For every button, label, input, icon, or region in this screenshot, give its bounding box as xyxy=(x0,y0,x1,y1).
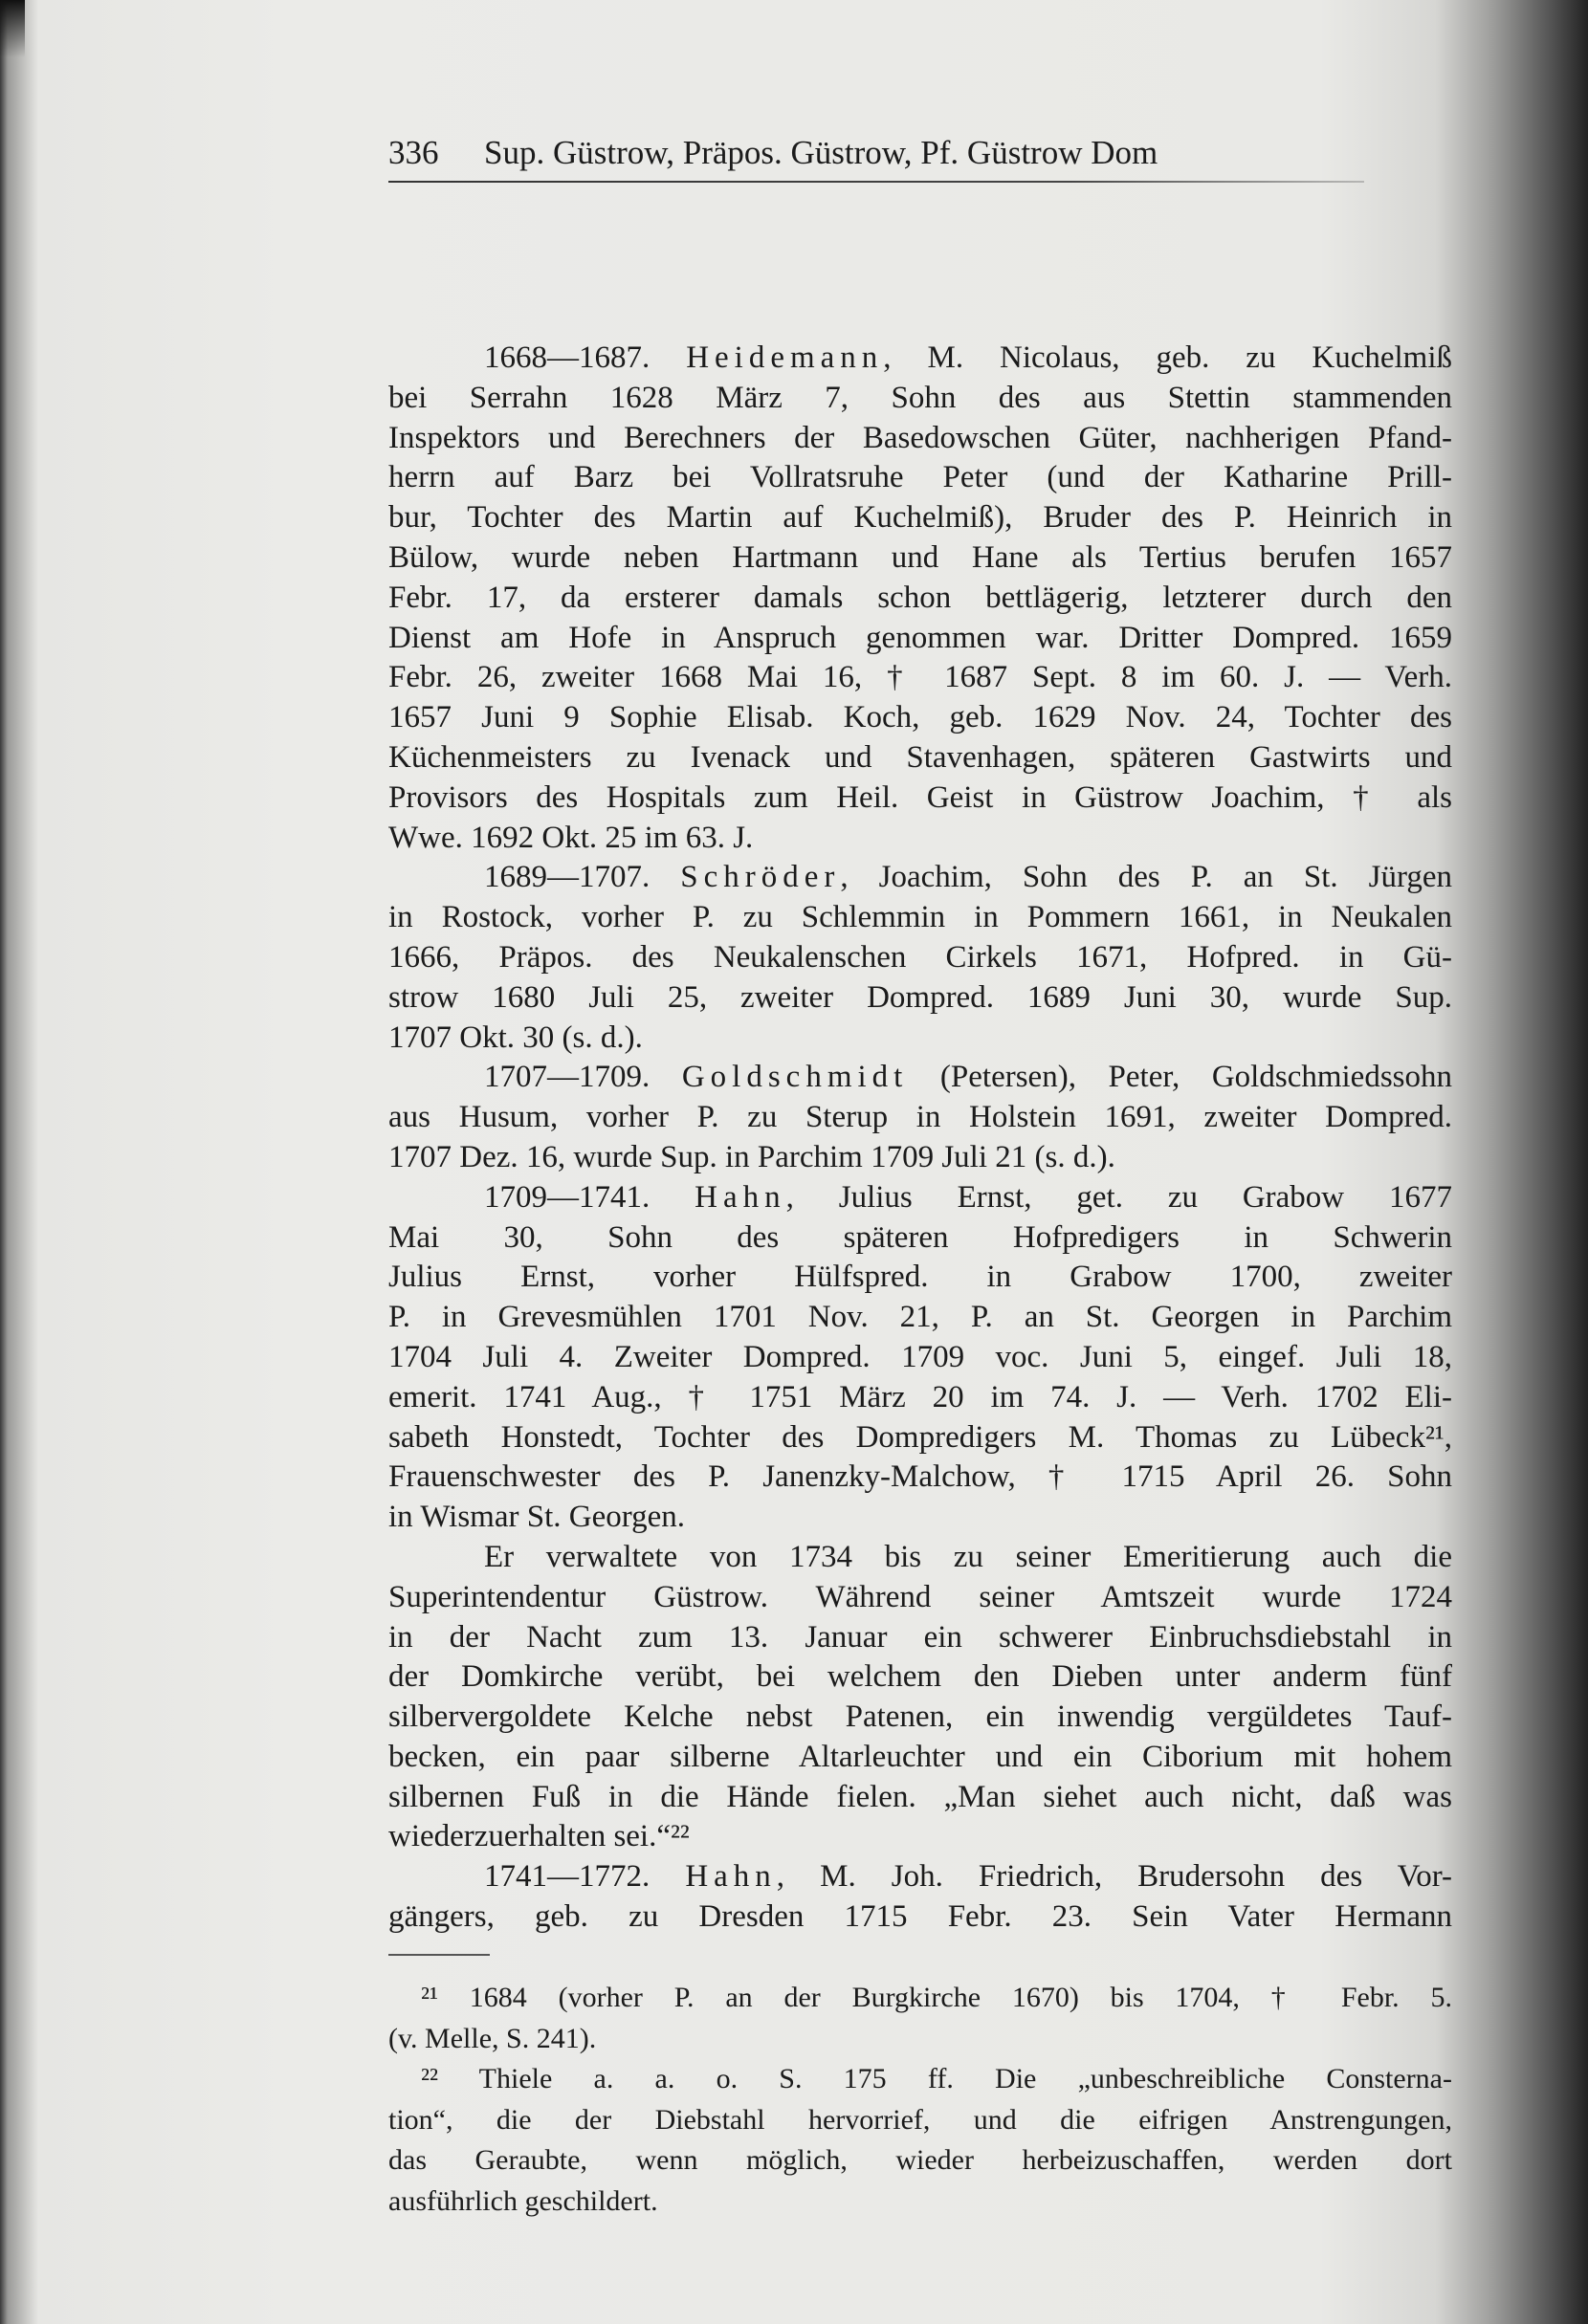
scan-shadow xyxy=(0,0,25,57)
text-line: 1704 Juli 4. Zweiter Dompred. 1709 voc. Juni 5, eingef. Juli 18, xyxy=(388,1339,1452,1374)
text-line: tion“, die der Diebstahl hervorrief, und die eifrigen Anstrengungen, xyxy=(388,2103,1452,2136)
entry-text: , Julius Ernst, get. zu Grabow 1677 xyxy=(785,1179,1452,1215)
text-line: (v. Melle, S. 241). xyxy=(388,2022,597,2054)
text-line: bur, Tochter des Martin auf Kuchelmiß), Bruder des P. Heinrich in xyxy=(388,500,1452,536)
text-line: in der Nacht zum 13. Januar ein schwerer Einbruchsdiebstahl in xyxy=(388,1619,1452,1655)
text-line xyxy=(388,339,1452,379)
text-line: 1666, Präpos. des Neukalenschen Cirkels 1671, Hofpred. in Gü- xyxy=(388,939,1452,975)
entry-dates: 1707—1709. xyxy=(484,1060,682,1095)
text-line: ²¹ 1684 (vorher P. an der Burgkirche 1670) bis 1704, † Febr. 5. xyxy=(421,1982,1452,2013)
entry-text: , M. Joh. Friedrich, Brudersohn des Vor- xyxy=(776,1859,1452,1895)
text-line: Küchenmeisters zu Ivenack und Stavenhagen, späteren Gastwirts und xyxy=(388,739,1452,775)
text-line: Inspektors und Berechners der Basedowschen Güter, nachherigen Pfand- xyxy=(388,420,1452,455)
entry-name: Schröder xyxy=(680,860,841,895)
text-line: silbervergoldete Kelche nebst Patenen, ein inwendig vergüldetes Tauf- xyxy=(388,1699,1452,1735)
text-line: in Wismar St. Georgen. xyxy=(388,1500,686,1535)
footnotes xyxy=(388,1978,1452,2222)
header-rule xyxy=(388,181,1364,183)
paragraph xyxy=(388,1538,1452,1857)
running-header xyxy=(388,134,1383,176)
text-line: emerit. 1741 Aug., † 1751 März 20 im 74. J. — Verh. 1702 Eli- xyxy=(388,1379,1452,1414)
text-line: 1707 Dez. 16, wurde Sup. in Parchim 1709 Juli 21 (s. d.). xyxy=(388,1139,1115,1174)
text-line: das Geraubte, wenn möglich, wieder herbeizuschaffen, werden dort xyxy=(388,2144,1452,2176)
text-line: wiederzuerhalten sei.“²² xyxy=(388,1819,690,1854)
footnote-separator xyxy=(388,1954,490,1956)
paragraph xyxy=(388,858,1452,1058)
entry-name: Hahn xyxy=(695,1179,786,1215)
text-line: in Rostock, vorher P. zu Schlemmin in Pommern 1661, in Neukalen xyxy=(388,900,1452,935)
text-line xyxy=(388,1178,1452,1218)
text-line: Febr. 26, zweiter 1668 Mai 16, † 1687 Sept. 8 im 60. J. — Verh. xyxy=(388,660,1452,695)
text-line: ausführlich geschildert. xyxy=(388,2184,658,2217)
paragraph xyxy=(388,1058,1452,1177)
entry-text: , M. Nicolaus, geb. zu Kuchelmiß xyxy=(883,340,1452,375)
footnote xyxy=(388,1978,1452,2059)
entry-dates: 1709—1741. xyxy=(484,1179,695,1215)
entry-text: (Petersen), Peter, Goldschmiedssohn xyxy=(908,1060,1452,1095)
text-line: ²² Thiele a. a. o. S. 175 ff. Die „unbeschreibliche Consterna- xyxy=(421,2063,1452,2094)
entry-name: Hahn xyxy=(685,1859,777,1895)
entry-text: , Joachim, Sohn des P. an St. Jürgen xyxy=(840,860,1452,895)
paragraph xyxy=(388,1857,1452,1938)
text-line: silbernen Fuß in die Hände fielen. „Man siehet auch nicht, daß was xyxy=(388,1779,1452,1814)
text-line xyxy=(388,1857,1452,1897)
entry-dates: 1741—1772. xyxy=(484,1859,686,1895)
text-line: bei Serrahn 1628 März 7, Sohn des aus Stettin stammenden xyxy=(388,380,1452,415)
text-line: Superintendentur Güstrow. Während seiner Amtszeit wurde 1724 xyxy=(388,1579,1452,1614)
entry-name: Goldschmidt xyxy=(681,1060,909,1095)
entry-dates: 1668—1687. xyxy=(484,340,687,375)
page-number: 336 xyxy=(388,134,439,171)
text-line: strow 1680 Juli 25, zweiter Dompred. 1689 Juni 30, wurde Sup. xyxy=(388,979,1452,1015)
text-line: der Domkirche verübt, bei welchem den Dieben unter anderm fünf xyxy=(388,1659,1452,1695)
text-line xyxy=(388,858,1452,898)
text-line: Er verwaltete von 1734 bis zu seiner Emeritierung auch die xyxy=(484,1539,1452,1574)
text-line: Bülow, wurde neben Hartmann und Hane als Tertius berufen 1657 xyxy=(388,539,1452,575)
text-line: Julius Ernst, vorher Hülfspred. in Grabow 1700, zweiter xyxy=(388,1260,1452,1295)
text-line: sabeth Honstedt, Tochter des Dompredigers M. Thomas zu Lübeck²¹, xyxy=(388,1419,1452,1455)
text-line: Provisors des Hospitals zum Heil. Geist in Güstrow Joachim, † als xyxy=(388,779,1452,815)
text-line: 1707 Okt. 30 (s. d.). xyxy=(388,1019,643,1055)
footnote xyxy=(388,2059,1452,2222)
text-line: gängers, geb. zu Dresden 1715 Febr. 23. Sein Vater Hermann xyxy=(388,1899,1452,1935)
entry-name: Heidemann xyxy=(686,340,884,375)
paragraph xyxy=(388,1178,1452,1538)
text-line: Febr. 17, da ersterer damals schon bettlägerig, letzterer durch den xyxy=(388,580,1452,615)
text-line: Wwe. 1692 Okt. 25 im 63. J. xyxy=(388,820,754,855)
text-line xyxy=(388,1058,1452,1098)
text-line: Dienst am Hofe in Anspruch genommen war. Dritter Dompred. 1659 xyxy=(388,620,1452,655)
text-line: herrn auf Barz bei Vollratsruhe Peter (und der Katharine Prill- xyxy=(388,460,1452,495)
main-text xyxy=(388,339,1452,1938)
entry-dates: 1689—1707. xyxy=(484,860,681,895)
text-line: becken, ein paar silberne Altarleuchter und ein Ciborium mit hohem xyxy=(388,1739,1452,1774)
text-line: Mai 30, Sohn des späteren Hofpredigers in Schwerin xyxy=(388,1219,1452,1255)
text-line: Frauenschwester des P. Janenzky-Malchow, † 1715 April 26. Sohn xyxy=(388,1459,1452,1495)
paragraph xyxy=(388,339,1452,858)
text-line: P. in Grevesmühlen 1701 Nov. 21, P. an St. Georgen in Parchim xyxy=(388,1300,1452,1335)
text-line: aus Husum, vorher P. zu Sterup in Holstein 1691, zweiter Dompred. xyxy=(388,1100,1452,1135)
text-line: 1657 Juni 9 Sophie Elisab. Koch, geb. 1629 Nov. 24, Tochter des xyxy=(388,700,1452,735)
running-title: Sup. Güstrow, Präpos. Güstrow, Pf. Güstrow Dom xyxy=(484,134,1158,171)
